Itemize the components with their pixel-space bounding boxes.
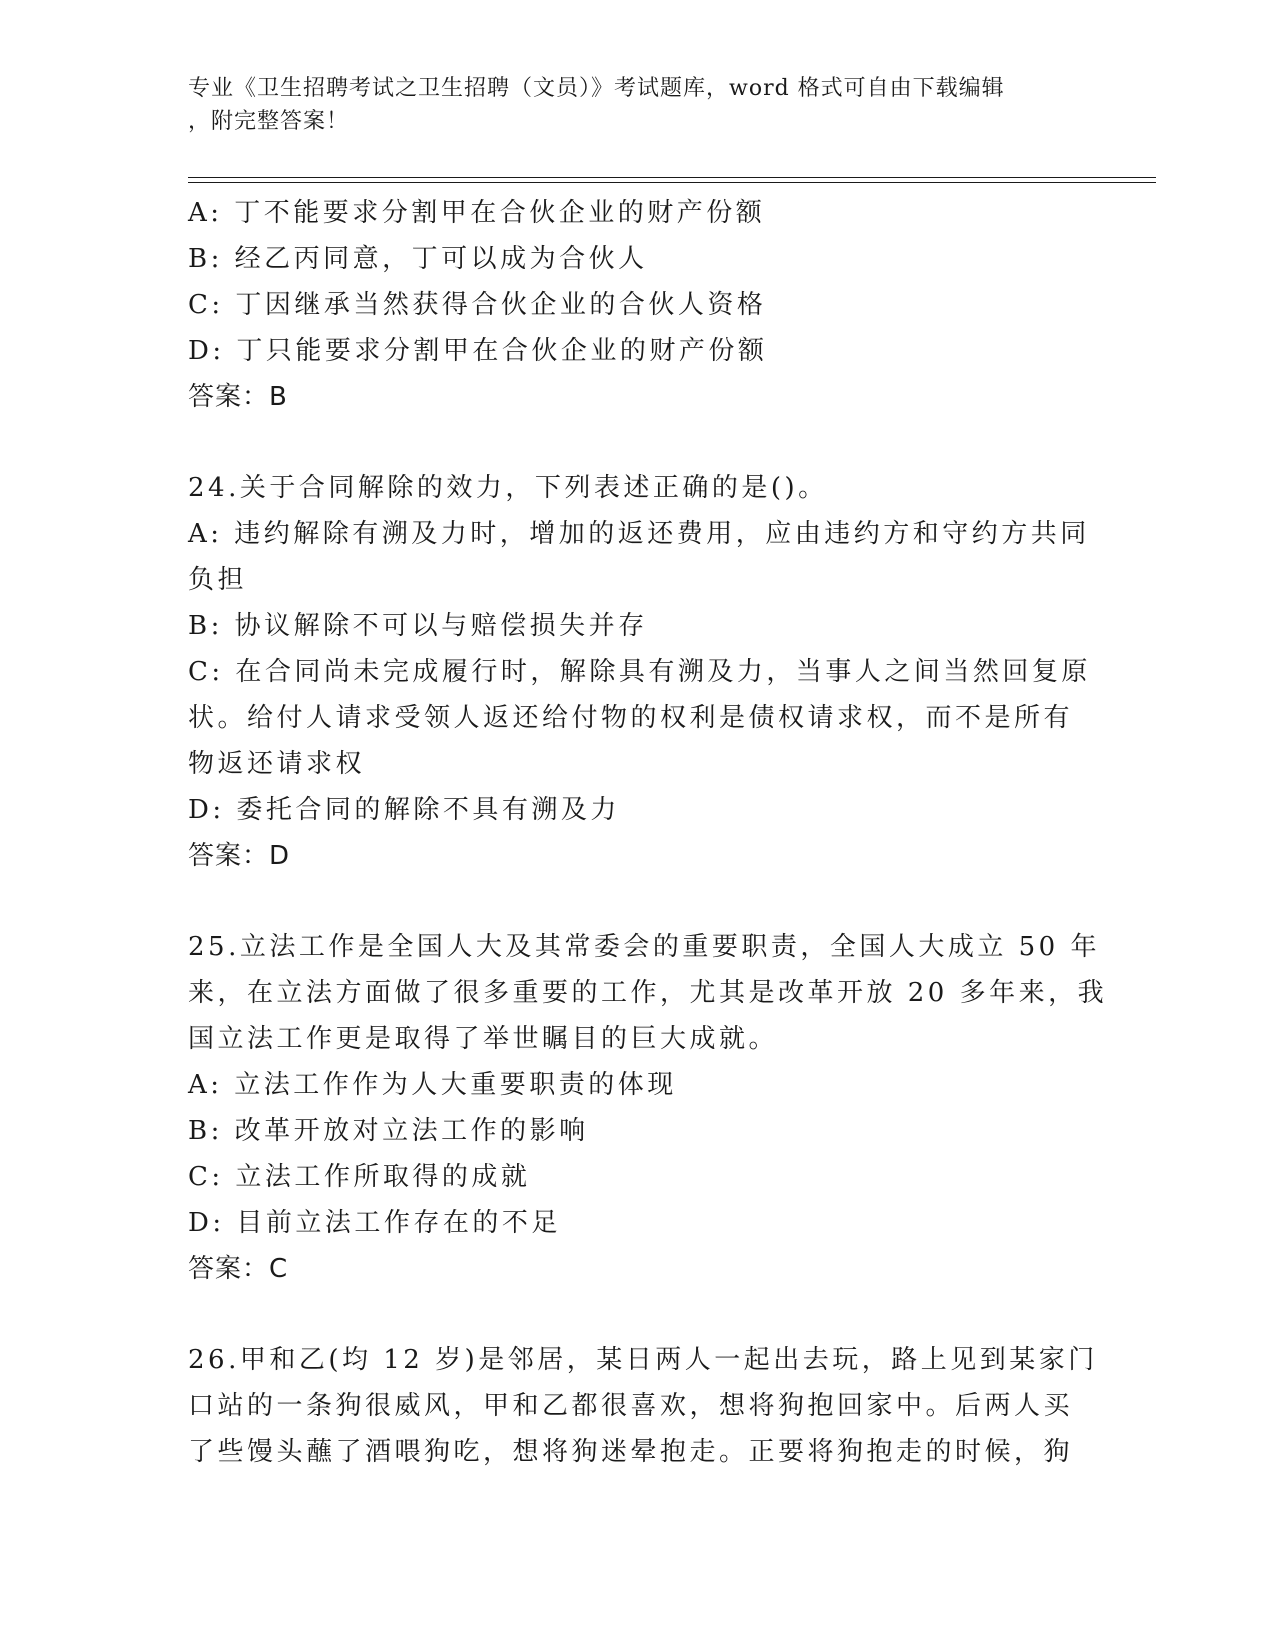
q24-option-a-cont: 负担 [188,565,248,595]
q25-answer: 答案：C [188,1254,289,1284]
spacer [188,879,1088,924]
spacer [188,1292,1088,1337]
header-divider-bottom [188,182,1156,183]
q24-option-d: D: 委托合同的解除不具有溯及力 [188,795,620,825]
q24-option-a: A: 违约解除有溯及力时，增加的返还费用，应由违约方和守约方共同 [188,519,1090,549]
q24-option-b: B: 协议解除不可以与赔偿损失并存 [188,611,648,641]
q25-question-line-2: 来，在立法方面做了很多重要的工作，尤其是改革开放 20 多年来，我 [188,978,1108,1008]
q24-option-c-cont-1: 状。给付人请求受领人返还给付物的权利是债权请求权，而不是所有 [188,703,1074,733]
q26-question-line-1: 26.甲和乙(均 12 岁)是邻居，某日两人一起出去玩，路上见到某家门 [188,1345,1098,1375]
question-content [188,190,1108,1475]
q23-option-c: C: 丁因继承当然获得合伙企业的合伙人资格 [188,290,767,320]
q25-option-c: C: 立法工作所取得的成就 [188,1162,531,1192]
q24-answer: 答案：D [188,841,291,871]
question-24-block [188,465,1091,879]
q25-option-d: D: 目前立法工作存在的不足 [188,1208,561,1238]
q26-question-line-3: 了些馒头蘸了酒喂狗吃，想将狗迷晕抱走。正要将狗抱走的时候，狗 [188,1437,1074,1467]
header-line-1: 专业《卫生招聘考试之卫生招聘（文员）》考试题库，word 格式可自由下载编辑 [188,76,1005,101]
question-23-block [188,190,1088,420]
q23-option-b: B: 经乙丙同意，丁可以成为合伙人 [188,244,648,274]
question-25-block [188,924,1108,1292]
q25-option-b: B: 改革开放对立法工作的影响 [188,1116,589,1146]
question-26-block [188,1337,1098,1475]
q26-question-line-2: 口站的一条狗很威风，甲和乙都很喜欢，想将狗抱回家中。后两人买 [188,1391,1074,1421]
q24-option-c-cont-2: 物返还请求权 [188,749,366,779]
q25-question-line-3: 国立法工作更是取得了举世瞩目的巨大成就。 [188,1024,779,1054]
q24-option-c: C: 在合同尚未完成履行时，解除具有溯及力，当事人之间当然回复原 [188,657,1091,687]
q25-option-a: A: 立法工作作为人大重要职责的体现 [188,1070,677,1100]
header-divider-top [188,177,1156,178]
header-line-2: ，附完整答案！ [188,109,350,134]
document-header [188,72,1068,138]
q23-option-d: D: 丁只能要求分割甲在合伙企业的财产份额 [188,336,768,366]
q25-question-line-1: 25.立法工作是全国人大及其常委会的重要职责，全国人大成立 50 年 [188,932,1100,962]
q24-question: 24.关于合同解除的效力，下列表述正确的是()。 [188,473,828,503]
spacer [188,420,1088,465]
q23-answer: 答案：B [188,382,288,412]
q23-option-a: A: 丁不能要求分割甲在合伙企业的财产份额 [188,198,766,228]
